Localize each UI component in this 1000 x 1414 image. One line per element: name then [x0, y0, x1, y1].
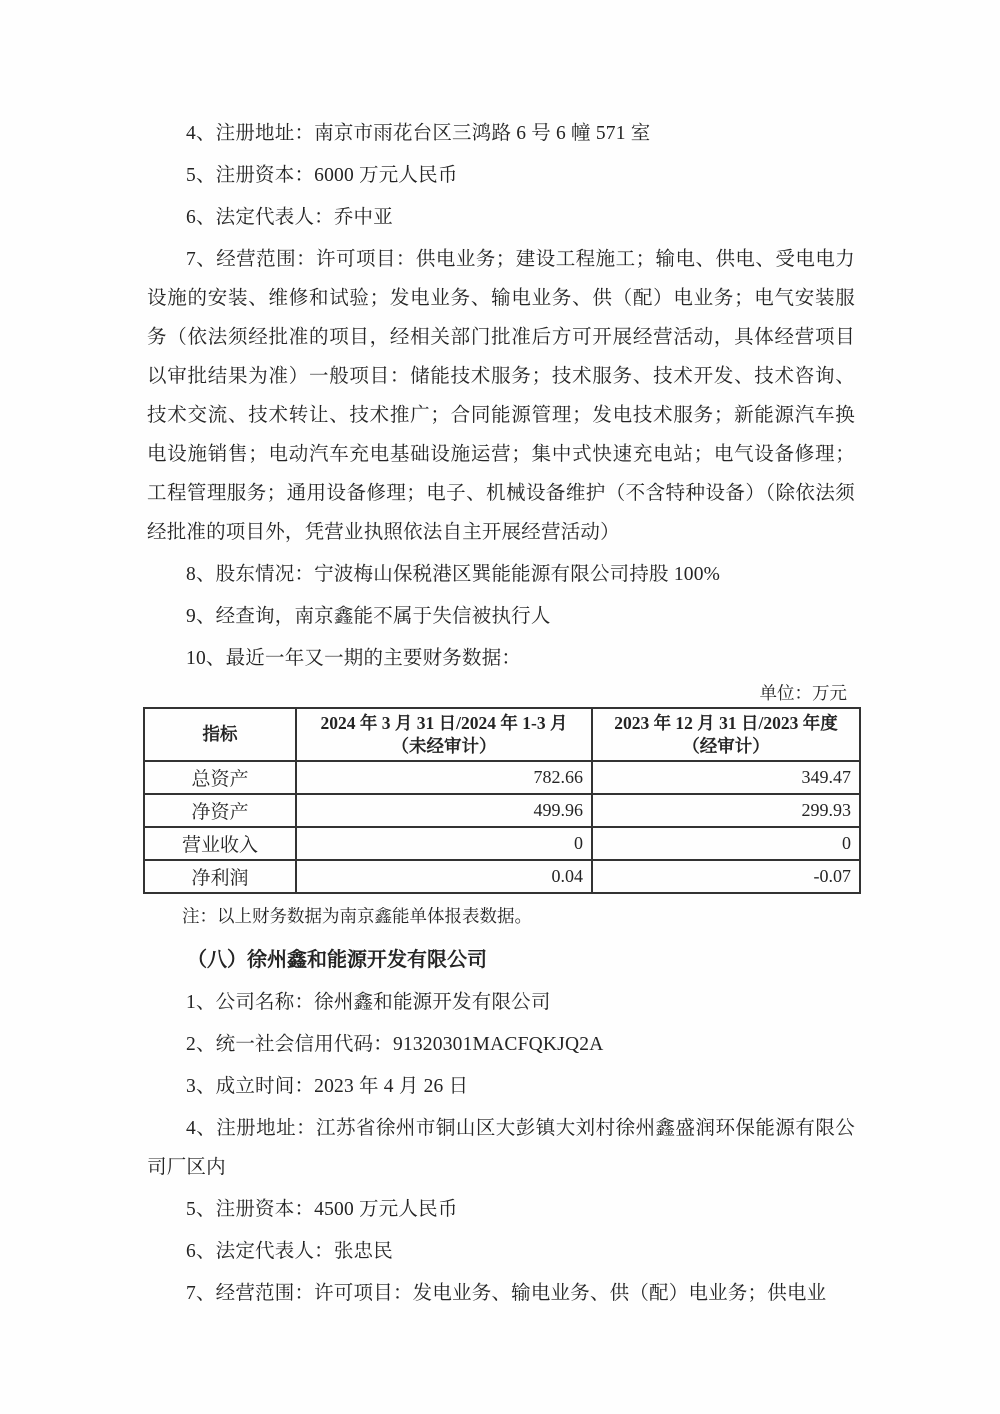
value-total-assets-2024: 782.66: [296, 761, 592, 794]
header-2023-line1: 2023 年 12 月 31 日/2023 年度: [614, 712, 838, 733]
section-title-xuzhou: （八）徐州鑫和能源开发有限公司: [187, 949, 487, 971]
table-header-row: [144, 708, 860, 761]
header-indicator: 指标: [144, 708, 296, 761]
unit-label: 单位：万元: [759, 683, 847, 703]
item-business-scope-xuzhou: 7、经营范围：许可项目：发电业务、输电业务、供（配）电业务；供电业: [186, 1283, 827, 1304]
header-2023-period: [592, 708, 860, 761]
item-registered-capital-nanjing: 5、注册资本：6000 万元人民币: [186, 165, 458, 186]
item-establishment-date-xuzhou: 3、成立时间：2023 年 4 月 26 日: [186, 1076, 469, 1097]
value-net-profit-2023: -0.07: [592, 860, 860, 893]
header-2024-line2: （未经审计）: [391, 735, 497, 756]
item-registered-address-xuzhou: 4、注册地址：江苏省徐州市铜山区大彭镇大刘村徐州鑫盛润环保能源有限公司厂区内: [147, 1118, 855, 1178]
table-row-operating-revenue: [144, 827, 860, 860]
financial-table: [143, 707, 861, 894]
item-registered-capital-xuzhou: 5、注册资本：4500 万元人民币: [186, 1199, 458, 1220]
table-row-net-assets: [144, 794, 860, 827]
value-operating-revenue-2023: 0: [592, 827, 860, 860]
header-2024-period: [296, 708, 592, 761]
row-label-operating-revenue: 营业收入: [144, 827, 296, 860]
table-row-net-profit: [144, 860, 860, 893]
row-label-net-profit: 净利润: [144, 860, 296, 893]
item-credit-check-nanjing: 9、经查询，南京鑫能不属于失信被执行人: [186, 606, 551, 627]
item-credit-code-xuzhou: 2、统一社会信用代码：91320301MACFQKJQ2A: [186, 1034, 604, 1055]
item-business-scope-nanjing: 7、经营范围：许可项目：供电业务；建设工程施工；输电、供电、受电电力设施的安装、维修和试验；发电业务、输电业务、供（配）电业务；电气安装服务（依法须经批准的项目，经相关部门批准后方可开展经营活动，具体经营项目以审批结果为准）一般项目：储能技术服务；技术服务、技术开发、技术咨询、技术交流、技术转让、技术推广；合同能源管理；发电技术服务；新能源汽车换电设施销售；电动汽车充电基础设施运营；集中式快速充电站；电气设备修理；工程管理服务；通用设备修理；电子、机械设备维护（不含特种设备）（除依法须经批准的项目外，凭营业执照依法自主开展经营活动）: [147, 249, 855, 543]
value-net-assets-2023: 299.93: [592, 794, 860, 827]
item-financial-data-intro: 10、最近一年又一期的主要财务数据：: [186, 648, 522, 669]
row-label-net-assets: 净资产: [144, 794, 296, 827]
table-note: 注：以上财务数据为南京鑫能单体报表数据。: [182, 906, 532, 926]
value-operating-revenue-2024: 0: [296, 827, 592, 860]
header-2023-line2: （经审计）: [682, 735, 770, 756]
item-shareholder-info-nanjing: 8、股东情况：宁波梅山保税港区巽能能源有限公司持股 100%: [186, 564, 721, 585]
value-net-assets-2024: 499.96: [296, 794, 592, 827]
table-row-total-assets: [144, 761, 860, 794]
value-net-profit-2024: 0.04: [296, 860, 592, 893]
item-legal-representative-nanjing: 6、法定代表人：乔中亚: [186, 207, 393, 228]
header-2024-line1: 2024 年 3 月 31 日/2024 年 1-3 月: [320, 712, 568, 733]
value-total-assets-2023: 349.47: [592, 761, 860, 794]
row-label-total-assets: 总资产: [144, 761, 296, 794]
item-company-name-xuzhou: 1、公司名称：徐州鑫和能源开发有限公司: [186, 992, 551, 1013]
item-registered-address-nanjing: 4、注册地址：南京市雨花台区三鸿路 6 号 6 幢 571 室: [186, 123, 651, 144]
item-legal-representative-xuzhou: 6、法定代表人：张忠民: [186, 1241, 393, 1262]
